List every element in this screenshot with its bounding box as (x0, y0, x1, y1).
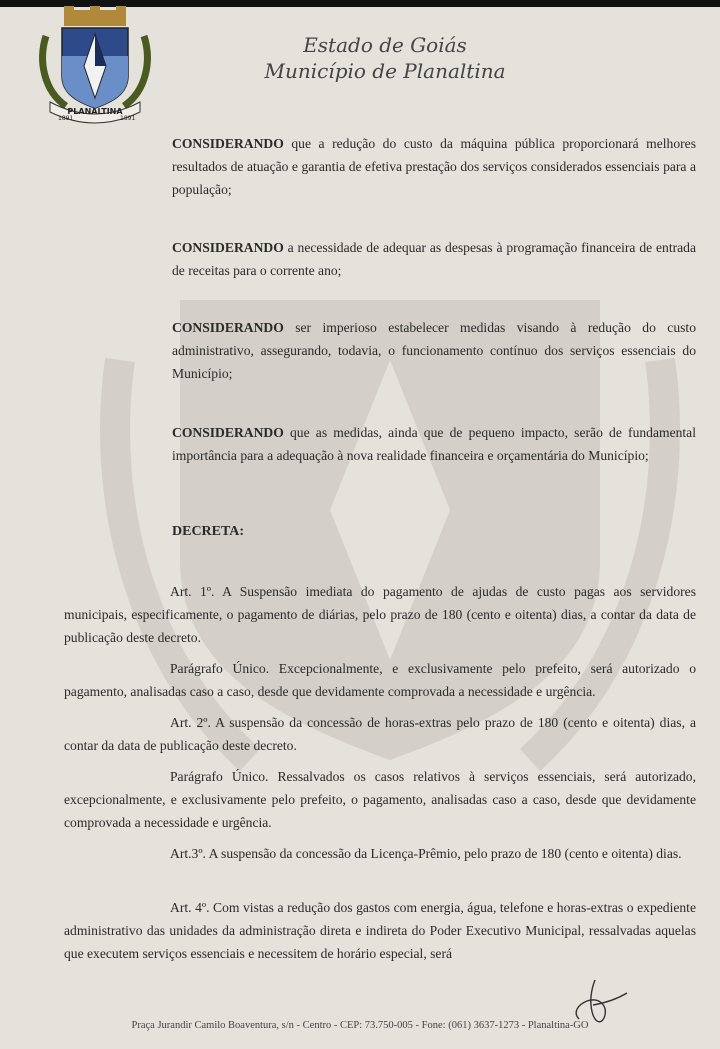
article-1 (64, 580, 696, 649)
considerando-text: que as medidas, ainda que de pequeno impacto, serão de fundamental importância para a adequação à nova realidade financeira e orçamentária do Município; (172, 425, 696, 463)
article-text: Art.3º. A suspensão da concessão da Licença-Prêmio, pelo prazo de 180 (cento e oitenta) dias. (170, 846, 682, 861)
municipality-name: Município de Planaltina (264, 59, 506, 83)
article-text: Art. 1º. A Suspensão imediata do pagamento de ajudas de custo pagas aos servidores municipais, especificamente, o pagamento de diárias, pelo prazo de 180 (cento e oitenta) dias, a contar da data de publicação deste decreto. (64, 584, 696, 645)
article-4 (64, 896, 696, 965)
article-3 (64, 842, 696, 865)
considerando-keyword: CONSIDERANDO (172, 425, 284, 440)
considerando-text: a necessidade de adequar as despesas à programação financeira de entrada de receitas para o corrente ano; (172, 240, 696, 278)
considerando-4 (172, 421, 696, 467)
considerando-keyword: CONSIDERANDO (172, 320, 284, 335)
article-text: Art. 4º. Com vistas a redução dos gastos com energia, água, telefone e horas-extras o expediente administrativo das unidades da administração direta e indireta do Poder Executivo Municipal, ressalvadas aquelas que executem serviços essenciais e necessitem de horário especial, será (64, 900, 696, 961)
footer-address: Praça Jurandir Camilo Boaventura, s/n - Centro - CEP: 73.750-005 - Fone: (061) 3637-1273 - Planaltina-GO (131, 1020, 589, 1031)
decreta-heading: DECRETA: (172, 524, 245, 539)
considerando-text: ser imperioso estabelecer medidas visando à redução do custo administrativo, assegurando, todavia, o funcionamento contínuo dos serviços essenciais do Município; (172, 320, 696, 381)
considerando-3 (172, 316, 696, 385)
crest-year-left: 1891 (58, 115, 74, 122)
considerando-text: que a redução do custo da máquina pública proporcionará melhores resultados de atuação e garantia de efetiva prestação dos serviços considerados essenciais para a população; (172, 136, 696, 197)
state-name: Estado de Goiás (303, 33, 467, 57)
article-2-paragraph (64, 765, 696, 834)
considerando-2 (172, 236, 696, 282)
considerando-keyword: CONSIDERANDO (172, 240, 284, 255)
considerando-1 (172, 132, 696, 201)
article-text: Art. 2º. A suspensão da concessão de horas-extras pelo prazo de 180 (cento e oitenta) dias, a contar da data de publicação deste decreto. (64, 715, 696, 753)
article-1-paragraph (64, 657, 696, 703)
letterhead (255, 32, 515, 84)
article-text: Parágrafo Único. Ressalvados os casos relativos à serviços essenciais, será autorizado, excepcionalmente, e exclusivamente pelo prefeito, o pagamento, analisadas caso a caso, desde que devidamente comprovada a necessidade e urgência. (64, 769, 696, 830)
article-text: Parágrafo Único. Excepcionalmente, e exclusivamente pelo prefeito, será autorizado o pagamento, analisadas caso a caso, desde que devidamente comprovada a necessidade e urgência. (64, 661, 696, 699)
crest-year-right: 1891 (120, 115, 136, 122)
article-2 (64, 711, 696, 757)
crest-banner-text: PLANALTINA (67, 107, 123, 116)
considerando-keyword: CONSIDERANDO (172, 136, 284, 151)
municipal-crest-icon (36, 6, 154, 124)
